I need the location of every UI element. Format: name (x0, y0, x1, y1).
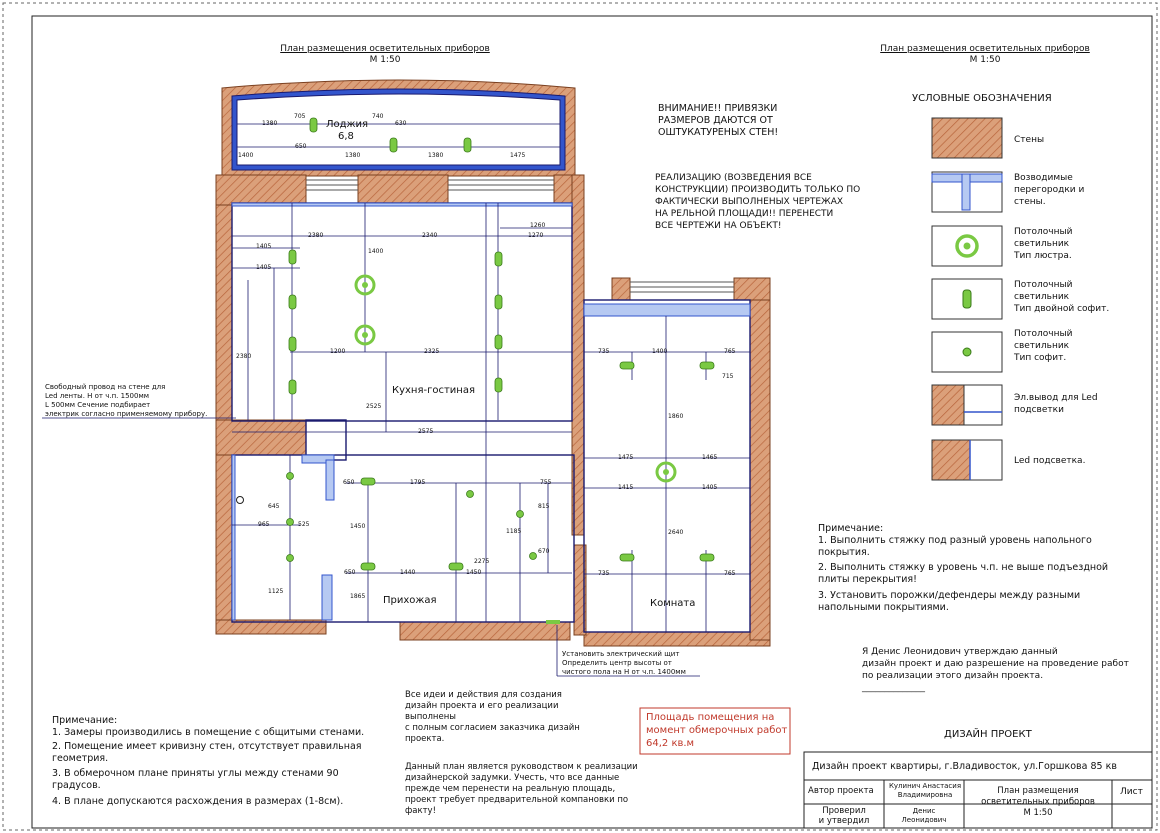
note-left-item-2: 2. Помещение имеет кривизну стен, отсутствует правильная геометрия. (52, 741, 362, 764)
legend-title: УСЛОВНЫЕ ОБОЗНАЧЕНИЯ (912, 93, 1052, 104)
dim-label: 1380 (345, 152, 361, 159)
dim-label: 1415 (618, 484, 634, 491)
dim-label: 2380 (236, 353, 252, 360)
double-spot-icon (361, 478, 375, 485)
dim-label: 1380 (428, 152, 444, 159)
area-box: Площадь помещения на момент обмерочных работ 64,2 кв.м (646, 712, 788, 749)
legend-plan-title: План размещения осветительных приборов (880, 44, 1090, 54)
double-spot-icon (495, 378, 502, 392)
spot-icon (287, 555, 294, 562)
note-left-item-4: 4. В плане допускаются расхождения в размерах (1-8см). (52, 796, 344, 807)
double-spot-icon (620, 554, 634, 561)
dim-label: 715 (722, 373, 734, 380)
note-left-item-3: 3. В обмерочном плане приняты углы между стенами 90 градусов. (52, 768, 339, 791)
title-block-sheet-label: Лист (1120, 787, 1143, 797)
dim-label: 2640 (668, 529, 684, 536)
dim-label: 1400 (652, 348, 668, 355)
double-spot-icon (495, 335, 502, 349)
spot-icon (287, 519, 294, 526)
dim-label: 765 (724, 570, 736, 577)
legend-label-led-outlet: Эл.вывод для Led подсветки (1014, 393, 1098, 415)
approval-text: Я Денис Леонидович утверждаю данный дизайн проект и даю разрешение на проведение работ по реализации этого дизайн проекта. ______________ (862, 647, 1129, 693)
double-spot-icon (620, 362, 634, 369)
title-block-sheet-title: План размещения осветительных приборов М 1:50 (981, 786, 1095, 818)
note-right-item-2: 2. Выполнить стяжку в уровень ч.п. не выше подъездной плиты перекрытия! (818, 562, 1109, 585)
spot-icon (530, 553, 537, 560)
ideas-note: Все идеи и действия для создания дизайн проекта и его реализации выполнены с полным согласием заказчика дизайн проекта. (405, 690, 580, 744)
double-spot-icon (449, 563, 463, 570)
dim-label: 2380 (308, 232, 324, 239)
dim-label: 1260 (530, 222, 546, 229)
note-right-item-3: 3. Установить порожки/дефендеры между разными напольными покрытиями. (818, 590, 1081, 613)
dim-label: 2525 (366, 403, 382, 410)
fixtures (287, 118, 718, 624)
warning-realization: РЕАЛИЗАЦИЮ (ВОЗВЕДЕНИЯ ВСЕ КОНСТРУКЦИИ) ПРОИЗВОДИТЬ ТОЛЬКО ПО ФАКТИЧЕСКИ ВЫПОЛНЕНЫХ ЧЕРТЕЖАХ НА РЕЛЬНОЙ ПЛОЩАДИ!! ПЕРЕНЕСТИ ВСЕ ЧЕРТЕЖИ НА ОБЪЕКТ! (655, 173, 861, 231)
double-spot-icon (310, 118, 317, 132)
room-label-loggia: Лоджия (326, 119, 369, 130)
double-spot-icon (289, 250, 296, 264)
plan-title: План размещения осветительных приборов (280, 44, 490, 54)
spot-icon (467, 491, 474, 498)
double-spot-icon (464, 138, 471, 152)
double-spot-icon (963, 290, 971, 308)
dim-label: 1400 (238, 152, 254, 159)
title-block-approved-name: Денис Леонидович (901, 807, 947, 824)
dim-label: 1865 (350, 593, 366, 600)
dim-label: 670 (538, 548, 550, 555)
double-spot-icon (495, 252, 502, 266)
dim-label: 1405 (256, 264, 272, 271)
dim-label: 1400 (368, 248, 384, 255)
dim-label: 765 (724, 348, 736, 355)
dim-label: 1185 (506, 528, 522, 535)
room-label-kitchen: Кухня-гостиная (392, 385, 475, 396)
dim-label: 650 (343, 479, 355, 486)
panel-note: Установить электрический щит Определить центр высоты от чистого пола на Н от ч.п. 1400мм (562, 650, 686, 676)
dim-label: 1795 (410, 479, 426, 486)
double-spot-icon (495, 295, 502, 309)
legend-plan-scale: М 1:50 (969, 55, 1001, 65)
note-left-title: Примечание: (52, 715, 118, 726)
dim-label: 650 (344, 569, 356, 576)
dim-label: 1475 (618, 454, 634, 461)
dim-label: 735 (598, 348, 610, 355)
note-right-item-1: 1. Выполнить стяжку под разный уровень напольного покрытия. (818, 535, 1092, 558)
dim-label: 965 (258, 521, 270, 528)
dim-label: 1465 (702, 454, 718, 461)
note-right-title: Примечание: (818, 523, 884, 534)
design-project-label: ДИЗАЙН ПРОЕКТ (944, 729, 1032, 740)
double-spot-icon (289, 380, 296, 394)
dim-label: 1380 (262, 120, 278, 127)
double-spot-icon (289, 295, 296, 309)
dim-label: 1475 (510, 152, 526, 159)
double-spot-icon (700, 554, 714, 561)
dim-label: 1405 (256, 243, 272, 250)
legend-label-led: Led подсветка. (1014, 456, 1086, 466)
dim-label: 2325 (424, 348, 440, 355)
dim-label: 1450 (350, 523, 366, 530)
dim-label: 740 (372, 113, 384, 120)
guide-note: Данный план является руководством к реализации дизайнерской задумки. Учесть, что все данные прежде чем перенести на реальную площадь, проект требует предварительной компановки по факту! (405, 762, 638, 816)
title-block-author-label: Автор проекта (808, 786, 874, 796)
legend-label-spot: Потолочный светильник Тип софит. (1014, 329, 1073, 363)
legend-label-chandelier: Потолочный светильник Тип люстра. (1014, 227, 1073, 261)
dim-label: 755 (540, 479, 552, 486)
title-block-project: Дизайн проект квартиры, г.Владивосток, ул.Горшкова 85 кв (812, 761, 1117, 772)
room-label-hall: Прихожая (383, 595, 437, 606)
plan-scale: М 1:50 (369, 55, 401, 65)
dim-label: 1125 (268, 588, 284, 595)
dim-label: 2275 (474, 558, 490, 565)
dim-label: 815 (538, 503, 550, 510)
note-left-item-1: 1. Замеры производились в помещение с общитыми стенами. (52, 727, 365, 738)
dim-label: 1450 (466, 569, 482, 576)
dim-label: 1860 (668, 413, 684, 420)
dim-label: 1270 (528, 232, 544, 239)
legend-label-walls: Стены (1014, 135, 1045, 145)
dim-label: 735 (598, 570, 610, 577)
double-spot-icon (390, 138, 397, 152)
legend-swatches (932, 118, 1002, 480)
title-block-author-name: Кулинич Анастасия Владимировна (888, 782, 962, 799)
dim-label: 705 (294, 113, 306, 120)
dim-label: 1440 (400, 569, 416, 576)
spot-icon (963, 348, 971, 356)
spot-icon (517, 511, 524, 518)
dim-label: 645 (268, 503, 280, 510)
walls (216, 175, 770, 646)
dim-label: 2340 (422, 232, 438, 239)
legend-label-double-spot: Потолочный светильник Тип двойной софит. (1014, 280, 1110, 314)
double-spot-icon (361, 563, 375, 570)
spot-icon (287, 473, 294, 480)
free-wire-note: Свободный провод на стене для Led ленты. Н от ч.п. 1500мм L 500мм Сечение подбирает электрик согласно применяемому прибору. (45, 383, 208, 418)
dim-label: 650 (295, 143, 307, 150)
room-area-loggia: 6,8 (338, 131, 354, 142)
dim-label: 1200 (330, 348, 346, 355)
dim-label: 1405 (702, 484, 718, 491)
dim-label: 630 (395, 120, 407, 127)
double-spot-icon (700, 362, 714, 369)
title-block-approved-label: Проверил и утвердил (818, 806, 870, 826)
dim-label: 2575 (418, 428, 434, 435)
dim-label: 525 (298, 521, 310, 528)
room-label-room: Комната (650, 598, 696, 609)
warning-plaster: ВНИМАНИЕ!! ПРИВЯЗКИ РАЗМЕРОВ ДАЮТСЯ ОТ ОШТУКАТУРЕНЫХ СТЕН! (658, 103, 779, 138)
double-spot-icon (289, 337, 296, 351)
legend-label-partitions: Возводимые перегородки и стены. (1014, 173, 1085, 207)
